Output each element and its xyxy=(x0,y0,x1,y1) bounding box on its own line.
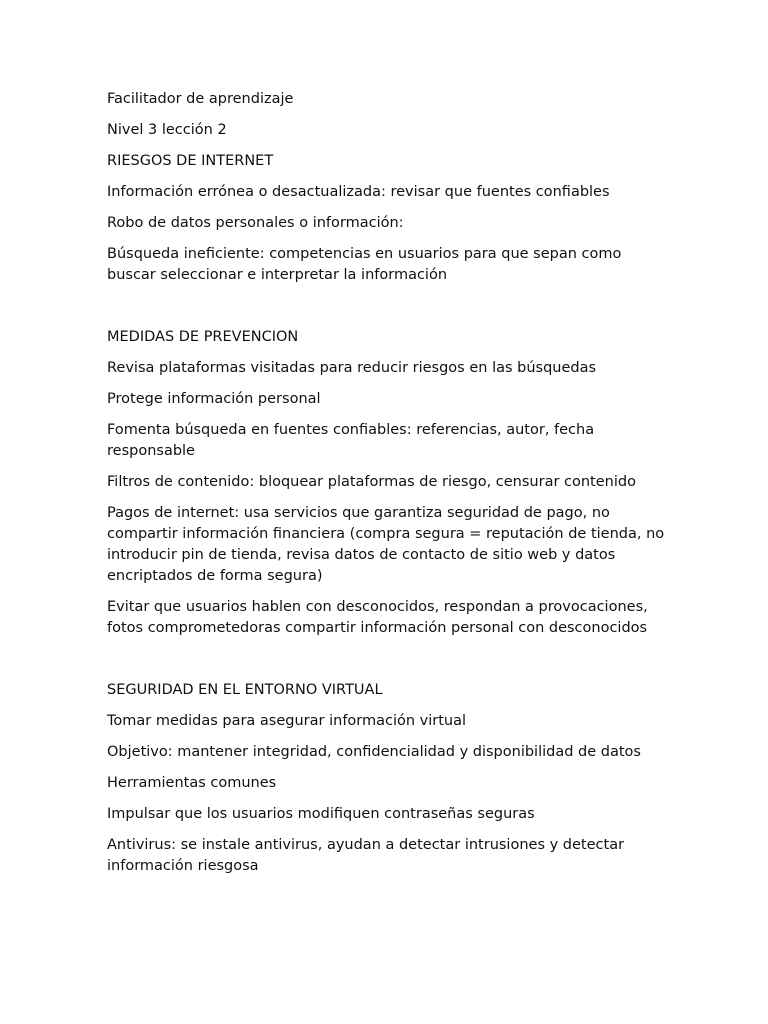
blank-line xyxy=(107,649,667,680)
paragraph: Objetivo: mantener integridad, confidencialidad y disponibilidad de datos xyxy=(107,744,641,760)
paragraph: Evitar que usuarios hablen con desconocidos, respondan a provocaciones, fotos comprometedoras compartir información personal con desconocidos xyxy=(107,599,648,636)
section-heading-seguridad: SEGURIDAD EN EL ENTORNO VIRTUAL xyxy=(107,682,383,698)
section-heading-riesgos: RIESGOS DE INTERNET xyxy=(107,153,274,169)
paragraph: Impulsar que los usuarios modifiquen contraseñas seguras xyxy=(107,806,535,822)
paragraph: Información errónea o desactualizada: revisar que fuentes confiables xyxy=(107,184,610,200)
paragraph: Filtros de contenido: bloquear plataformas de riesgo, censurar contenido xyxy=(107,474,636,490)
paragraph: Antivirus: se instale antivirus, ayudan a detectar intrusiones y detectar información riesgosa xyxy=(107,837,625,874)
paragraph: Robo de datos personales o información: xyxy=(107,215,404,231)
paragraph: Tomar medidas para asegurar información virtual xyxy=(107,713,467,729)
document-title: Facilitador de aprendizaje xyxy=(107,91,294,107)
paragraph: Revisa plataformas visitadas para reducir riesgos en las búsquedas xyxy=(107,360,597,376)
paragraph: Búsqueda ineficiente: competencias en usuarios para que sepan como buscar seleccionar e interpretar la información xyxy=(107,246,622,283)
paragraph: Pagos de internet: usa servicios que garantiza seguridad de pago, no compartir información financiera (compra segura = reputación de tienda, no introducir pin de tienda, revisa datos de contacto de sitio web y datos encriptados de forma segura) xyxy=(107,505,665,584)
paragraph: Herramientas comunes xyxy=(107,775,277,791)
lesson-label: Nivel 3 lección 2 xyxy=(107,122,227,138)
paragraph: Fomenta búsqueda en fuentes confiables: referencias, autor, fecha responsable xyxy=(107,422,595,459)
blank-line xyxy=(107,296,667,327)
section-heading-medidas: MEDIDAS DE PREVENCION xyxy=(107,329,299,345)
paragraph: Protege información personal xyxy=(107,391,321,407)
document-page xyxy=(107,89,667,887)
